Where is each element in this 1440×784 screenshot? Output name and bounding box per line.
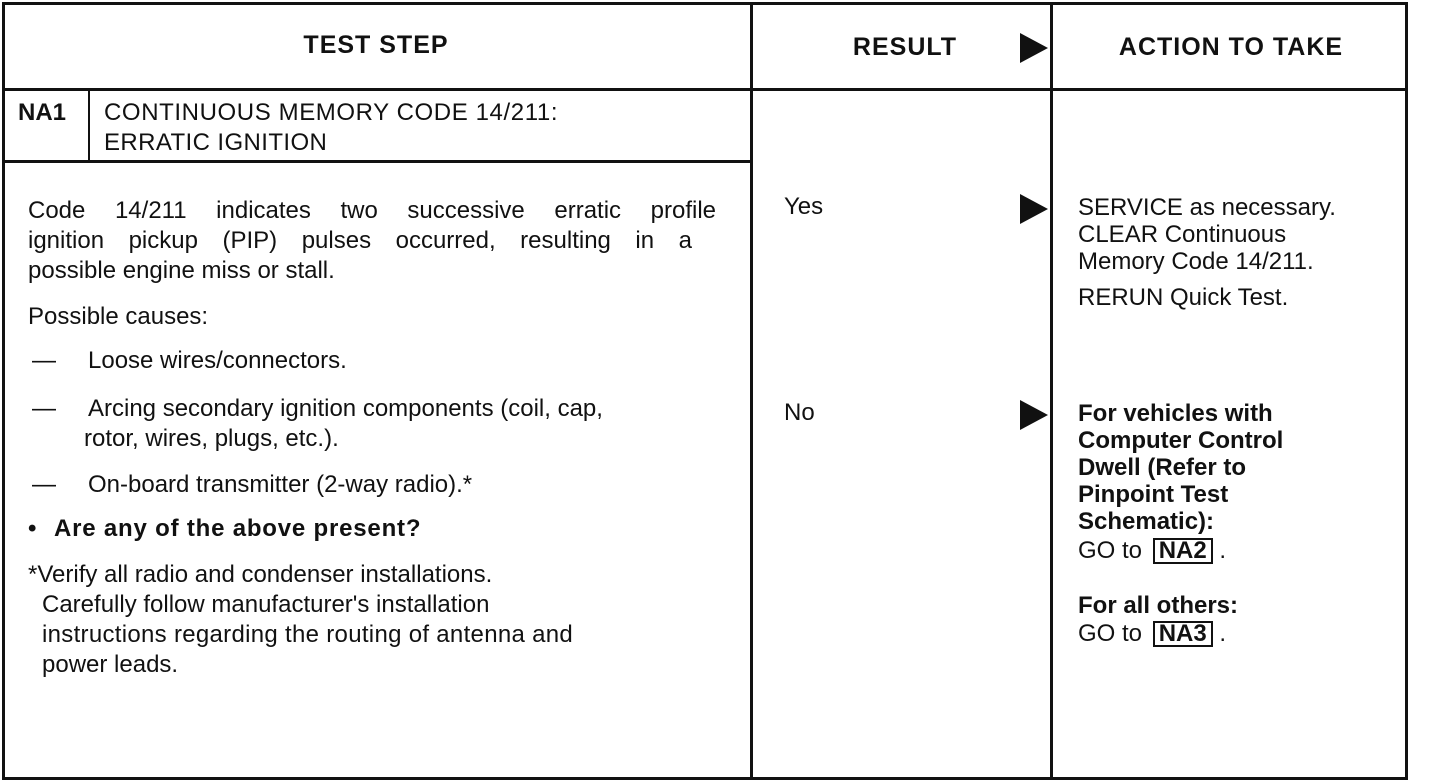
goto-na3-period: .: [1219, 620, 1227, 647]
result-no: No: [784, 399, 815, 426]
action-no-line3: Dwell (Refer to: [1078, 454, 1247, 481]
question: [28, 514, 421, 544]
intro-line2: ignition pickup (PIP) pulses occurred, resulting in a: [28, 227, 692, 254]
header-arrow-icon: [1020, 33, 1048, 63]
header-result: RESULT: [852, 33, 958, 61]
header-action: ACTION TO TAKE: [1118, 33, 1344, 61]
goto-na3-link[interactable]: NA3: [1153, 621, 1213, 647]
goto-na2-prefix: GO to: [1078, 537, 1143, 564]
question-text: Are any of the above present?: [54, 515, 422, 542]
action-yes-line2: CLEAR Continuous: [1078, 221, 1287, 248]
cause-2-line2: rotor, wires, plugs, etc.).: [84, 425, 339, 452]
step-title-divider: [2, 160, 752, 163]
column-divider-action: [1050, 2, 1053, 780]
cause-1-text: Loose wires/connectors.: [88, 347, 347, 374]
cause-3-text: On-board transmitter (2-way radio).*: [88, 471, 473, 498]
bullet-icon: •: [28, 515, 38, 542]
header-divider: [2, 88, 1408, 91]
column-divider-result: [750, 2, 753, 780]
dash-icon: —: [32, 347, 56, 374]
action-yes-line1: SERVICE as necessary.: [1078, 194, 1336, 221]
step-id: NA1: [18, 99, 67, 126]
cause-2-text-line1: Arcing secondary ignition components (coil, cap,: [88, 395, 603, 422]
result-yes: Yes: [784, 193, 824, 220]
goto-na3: [1078, 619, 1226, 649]
result-no-arrow-icon: [1020, 400, 1048, 430]
dash-icon: —: [32, 471, 56, 498]
cause-1: [32, 346, 347, 376]
action-no-line5: Schematic):: [1078, 508, 1215, 535]
header-test-step: TEST STEP: [303, 31, 449, 59]
cause-3: [32, 470, 472, 500]
causes-heading: Possible causes:: [28, 303, 209, 330]
dash-icon: —: [32, 395, 56, 422]
goto-na3-prefix: GO to: [1078, 620, 1143, 647]
cause-2: [32, 394, 603, 424]
intro-line3: possible engine miss or stall.: [28, 257, 335, 284]
step-title-line1: CONTINUOUS MEMORY CODE 14/211:: [104, 99, 559, 126]
action-yes-line3: Memory Code 14/211.: [1078, 248, 1314, 275]
others-label: For all others:: [1078, 592, 1239, 619]
action-no-line1: For vehicles with: [1078, 400, 1273, 427]
note-line4: power leads.: [42, 651, 179, 678]
note-line1: *Verify all radio and condenser installations.: [28, 561, 493, 588]
note-line2: Carefully follow manufacturer's installation: [42, 591, 490, 618]
goto-na2: [1078, 536, 1226, 566]
step-title-line2: ERRATIC IGNITION: [104, 129, 328, 156]
goto-na2-link[interactable]: NA2: [1153, 538, 1213, 564]
step-id-divider: [88, 90, 90, 162]
note-line3: instructions regarding the routing of antenna and: [42, 621, 574, 648]
action-no-line4: Pinpoint Test: [1078, 481, 1229, 508]
goto-na2-period: .: [1219, 537, 1227, 564]
intro-line1: Code 14/211 indicates two successive erratic profile: [28, 197, 716, 224]
result-yes-arrow-icon: [1020, 194, 1048, 224]
action-yes-line4: RERUN Quick Test.: [1078, 284, 1289, 311]
action-no-line2: Computer Control: [1078, 427, 1284, 454]
